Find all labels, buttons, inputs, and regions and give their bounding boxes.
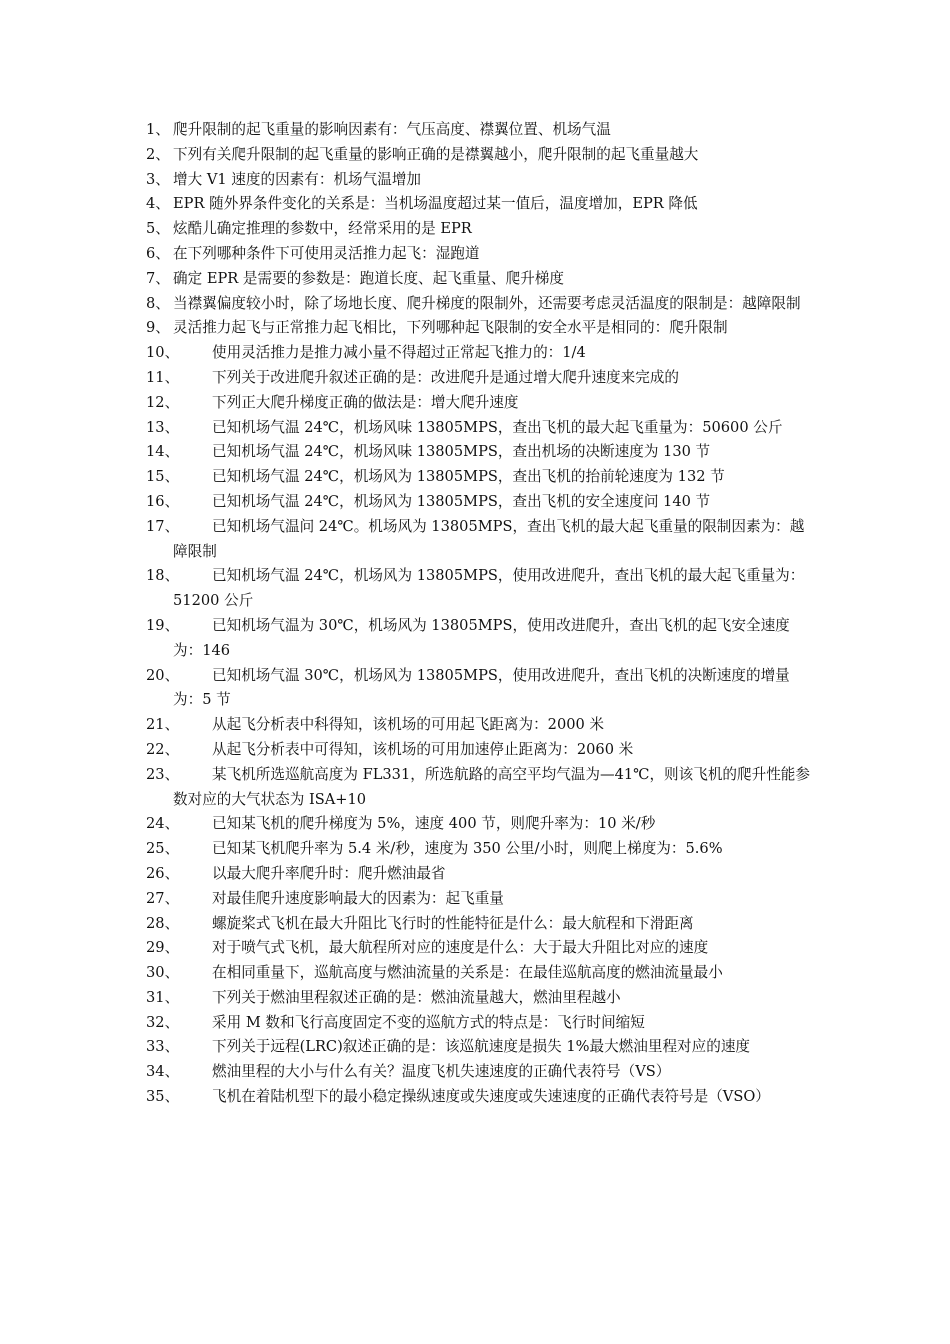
item-text: 下列正大爬升梯度正确的做法是：增大爬升速度 bbox=[212, 393, 519, 411]
item-text: 下列关于改进爬升叙述正确的是：改进爬升是通过增大爬升速度来完成的 bbox=[212, 368, 680, 386]
item-text: 下列关于远程(LRC)叙述正确的是：该巡航速度是损失 1%最大燃油里程对应的速度 bbox=[212, 1038, 751, 1056]
list-item bbox=[146, 217, 810, 242]
list-item bbox=[146, 738, 810, 763]
item-number: 1、 bbox=[146, 121, 170, 138]
item-text: 爬升限制的起飞重量的影响因素有：气压高度、襟翼位置、机场气温 bbox=[173, 121, 611, 138]
list-item bbox=[146, 267, 810, 292]
list-item bbox=[146, 912, 810, 937]
item-text: EPR 随外界条件变化的关系是：当机场温度超过某一值后，温度增加，EPR 降低 bbox=[173, 195, 698, 213]
list-item bbox=[146, 961, 810, 986]
item-number: 12、 bbox=[146, 393, 180, 411]
list-item bbox=[146, 763, 810, 813]
item-number: 20、 bbox=[146, 666, 180, 684]
list-item bbox=[146, 986, 810, 1011]
item-text: 已知机场气温为 30℃，机场风为 13805MPS，使用改进爬升，查出飞机的起飞安全速度为：146 bbox=[173, 616, 790, 659]
item-number: 29、 bbox=[146, 939, 180, 957]
list-item bbox=[146, 614, 810, 664]
item-number: 32、 bbox=[146, 1013, 180, 1031]
item-number: 7、 bbox=[146, 269, 170, 287]
item-text: 某飞机所选巡航高度为 FL331，所选航路的高空平均气温为—41℃，则该飞机的爬升性能参数对应的大气状态为 ISA+10 bbox=[173, 765, 810, 808]
item-text: 在相同重量下，巡航高度与燃油流量的关系是：在最佳巡航高度的燃油流量最小 bbox=[212, 964, 723, 982]
item-text: 从起飞分析表中科得知，该机场的可用起飞距离为：2000 米 bbox=[212, 716, 605, 734]
item-number: 21、 bbox=[146, 716, 180, 734]
list-item bbox=[146, 564, 810, 614]
item-text: 已知某飞机的爬升梯度为 5%，速度 400 节，则爬升率为：10 米/秒 bbox=[212, 815, 656, 833]
item-number: 17、 bbox=[146, 517, 180, 535]
list-item bbox=[146, 515, 810, 565]
item-number: 4、 bbox=[146, 195, 170, 213]
item-text: 已知机场气温 30℃，机场风为 13805MPS，使用改进爬升，查出飞机的决断速度的增量为：5 节 bbox=[173, 666, 790, 709]
item-number: 33、 bbox=[146, 1038, 180, 1056]
item-text: 对于喷气式飞机，最大航程所对应的速度是什么：大于最大升阻比对应的速度 bbox=[212, 939, 709, 957]
item-text: 从起飞分析表中可得知，该机场的可用加速停止距离为：2060 米 bbox=[212, 740, 634, 758]
list-item bbox=[146, 1011, 810, 1036]
item-text: 已知机场气温 24℃，机场风味 13805MPS，查出飞机的最大起飞重量为：50600 公斤 bbox=[212, 418, 783, 436]
list-item bbox=[146, 118, 810, 143]
list-item bbox=[146, 168, 810, 193]
list-item bbox=[146, 936, 810, 961]
list-item bbox=[146, 465, 810, 490]
item-number: 25、 bbox=[146, 840, 180, 858]
item-number: 10、 bbox=[146, 344, 180, 362]
item-text: 燃油里程的大小与什么有关？温度飞机失速速度的正确代表符号（VS） bbox=[212, 1063, 671, 1081]
list-item bbox=[146, 490, 810, 515]
list-item bbox=[146, 292, 810, 317]
item-number: 15、 bbox=[146, 468, 180, 486]
list-item bbox=[146, 242, 810, 267]
item-text: 已知机场气温 24℃，机场风味 13805MPS，查出机场的决断速度为 130 节 bbox=[212, 443, 711, 461]
item-text: 已知机场气温 24℃，机场风为 13805MPS，使用改进爬升，查出飞机的最大起飞重量为：51200 公斤 bbox=[173, 567, 805, 610]
item-number: 31、 bbox=[146, 988, 180, 1006]
list-item bbox=[146, 1085, 810, 1110]
item-number: 2、 bbox=[146, 145, 170, 163]
item-number: 6、 bbox=[146, 244, 170, 262]
item-text: 采用 M 数和飞行高度固定不变的巡航方式的特点是：飞行时间缩短 bbox=[212, 1013, 645, 1031]
item-text: 下列有关爬升限制的起飞重量的影响正确的是襟翼越小，爬升限制的起飞重量越大 bbox=[173, 145, 699, 163]
item-text: 当襟翼偏度较小时，除了场地长度、爬升梯度的限制外，还需要考虑灵活温度的限制是：越障限制 bbox=[173, 294, 801, 312]
list-item bbox=[146, 143, 810, 168]
item-number: 24、 bbox=[146, 815, 180, 833]
document-body bbox=[146, 118, 810, 1110]
list-item bbox=[146, 713, 810, 738]
item-text: 以最大爬升率爬升时：爬升燃油最省 bbox=[212, 864, 446, 882]
item-number: 22、 bbox=[146, 740, 180, 758]
item-text: 增大 V1 速度的因素有：机场气温增加 bbox=[173, 170, 422, 188]
list-item bbox=[146, 837, 810, 862]
item-number: 34、 bbox=[146, 1063, 180, 1081]
item-number: 28、 bbox=[146, 914, 180, 932]
item-text: 已知机场气温问 24℃。机场风为 13805MPS，查出飞机的最大起飞重量的限制因素为：越障限制 bbox=[173, 517, 805, 560]
item-number: 5、 bbox=[146, 220, 170, 238]
item-number: 11、 bbox=[146, 368, 180, 386]
list-item bbox=[146, 341, 810, 366]
list-item bbox=[146, 391, 810, 416]
item-number: 16、 bbox=[146, 492, 180, 510]
list-item bbox=[146, 812, 810, 837]
list-item bbox=[146, 1060, 810, 1085]
list-item bbox=[146, 366, 810, 391]
item-number: 23、 bbox=[146, 765, 180, 783]
item-number: 35、 bbox=[146, 1088, 180, 1106]
item-text: 飞机在着陆机型下的最小稳定操纵速度或失速度或失速速度的正确代表符号是（VSO） bbox=[212, 1088, 770, 1106]
list-item bbox=[146, 1035, 810, 1060]
item-text: 炫酷儿确定推理的参数中，经常采用的是 EPR bbox=[173, 220, 472, 238]
item-number: 14、 bbox=[146, 443, 180, 461]
list-item bbox=[146, 440, 810, 465]
item-number: 3、 bbox=[146, 170, 170, 188]
item-text: 螺旋桨式飞机在最大升阻比飞行时的性能特征是什么：最大航程和下滑距离 bbox=[212, 914, 694, 932]
item-text: 下列关于燃油里程叙述正确的是：燃油流量越大，燃油里程越小 bbox=[212, 988, 621, 1006]
item-number: 26、 bbox=[146, 864, 180, 882]
list-item bbox=[146, 664, 810, 714]
item-number: 13、 bbox=[146, 418, 180, 436]
item-text: 已知某飞机爬升率为 5.4 米/秒，速度为 350 公里/小时，则爬上梯度为：5.6% bbox=[212, 840, 723, 858]
item-text: 在下列哪种条件下可使用灵活推力起飞：湿跑道 bbox=[173, 244, 480, 262]
list-item bbox=[146, 887, 810, 912]
item-text: 已知机场气温 24℃，机场风为 13805MPS，查出飞机的抬前轮速度为 132 节 bbox=[212, 468, 725, 486]
item-number: 27、 bbox=[146, 889, 180, 907]
item-text: 确定 EPR 是需要的参数是：跑道长度、起飞重量、爬升梯度 bbox=[173, 269, 564, 287]
item-number: 30、 bbox=[146, 964, 180, 982]
item-text: 使用灵活推力是推力减小量不得超过正常起飞推力的：1/4 bbox=[212, 344, 586, 362]
item-text: 对最佳爬升速度影响最大的因素为：起飞重量 bbox=[212, 889, 504, 907]
list-item bbox=[146, 416, 810, 441]
list-item bbox=[146, 192, 810, 217]
item-number: 19、 bbox=[146, 616, 180, 634]
item-number: 9、 bbox=[146, 319, 170, 337]
item-number: 18、 bbox=[146, 567, 180, 585]
list-item bbox=[146, 316, 810, 341]
list-item bbox=[146, 862, 810, 887]
item-number: 8、 bbox=[146, 294, 170, 312]
item-text: 已知机场气温 24℃，机场风为 13805MPS，查出飞机的安全速度问 140 节 bbox=[212, 492, 711, 510]
item-text: 灵活推力起飞与正常推力起飞相比，下列哪种起飞限制的安全水平是相同的：爬升限制 bbox=[173, 319, 728, 337]
